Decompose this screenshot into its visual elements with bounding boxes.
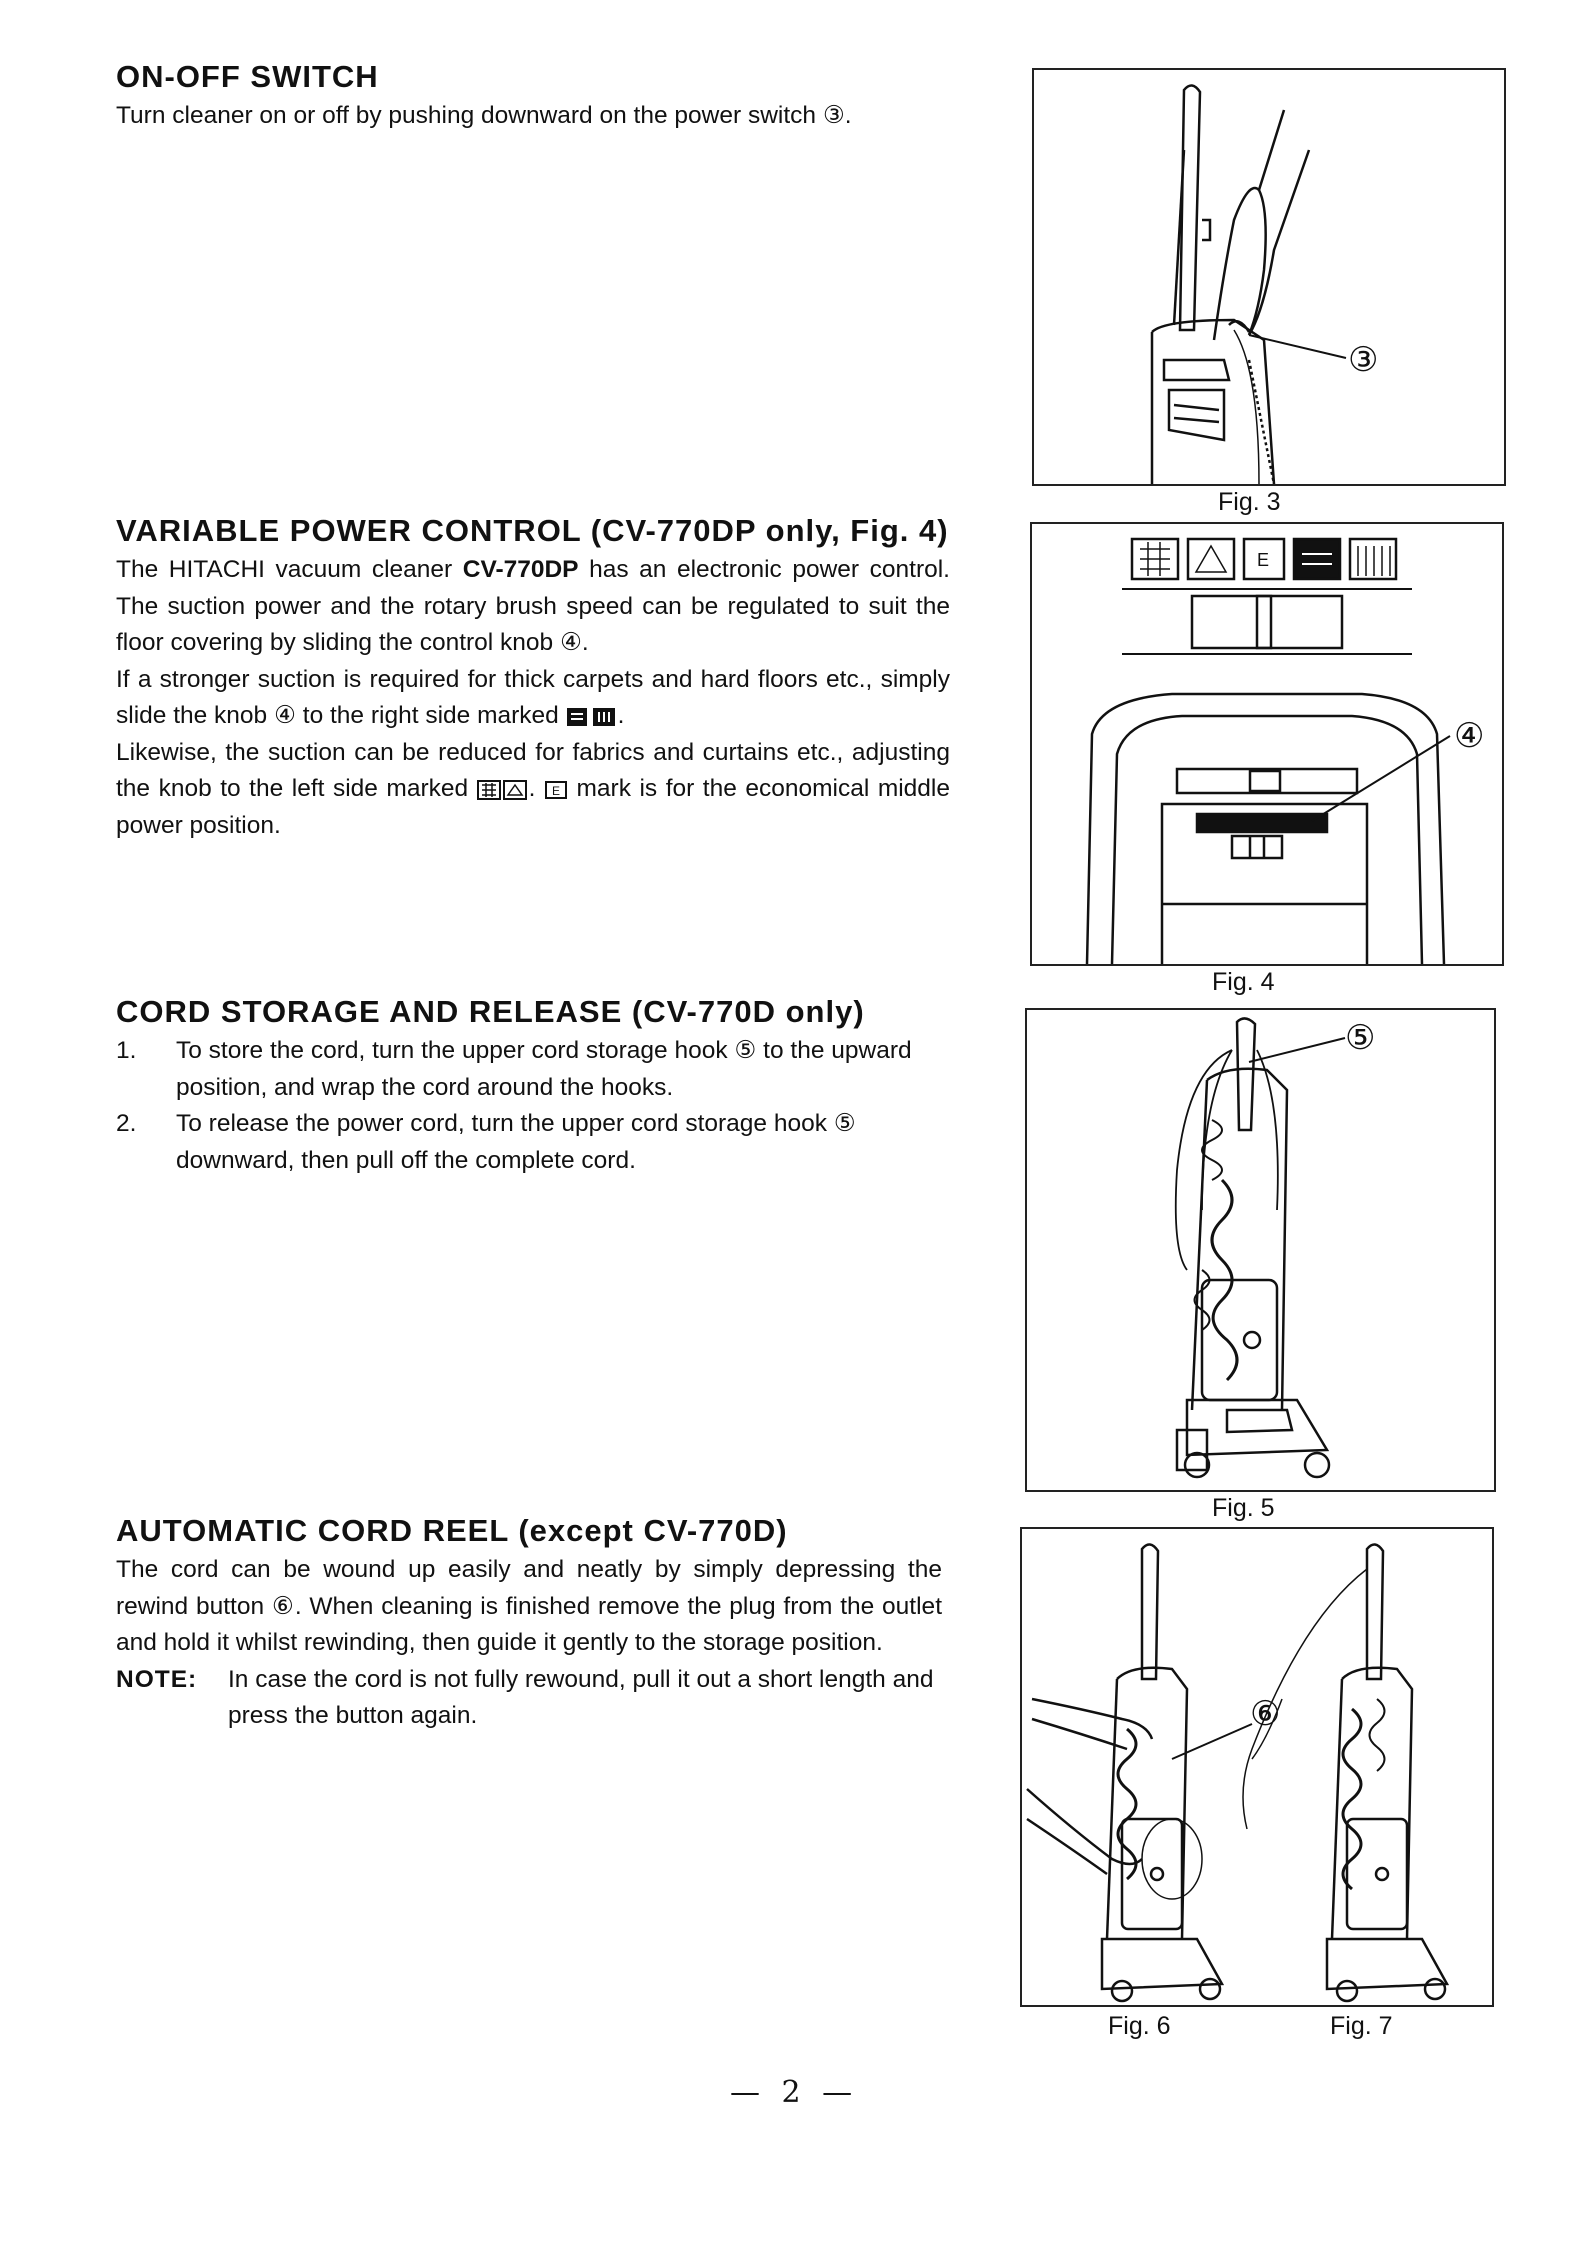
section-cord-storage <box>116 993 952 1179</box>
figure-7-caption: Fig. 7 <box>1330 2012 1393 2040</box>
figure-6-7-illustration <box>1020 1527 1494 2007</box>
svg-text:E: E <box>1257 550 1270 570</box>
figure-4-caption: Fig. 4 <box>1212 968 1275 996</box>
list-item: 1. To store the cord, turn the upper cord storage hook ⑤ to the upward position, and wrap the cord around the hooks. <box>116 1037 912 1101</box>
high-power-symbols-icon <box>566 706 618 728</box>
on-off-text: Turn cleaner on or off by pushing downward on the power switch ③. <box>116 102 852 129</box>
variable-power-para-1: The HITACHI vacuum cleaner CV-770DP has an electronic power control. The suction power and the rotary brush speed can be regulated to suit the floor covering by sliding the control knob ④. <box>116 556 950 656</box>
section-variable-power <box>116 512 950 844</box>
section-on-off-switch <box>116 58 956 135</box>
auto-cord-text: The cord can be wound up easily and neatly by simply depressing the rewind button ⑥. When cleaning is finished remove the plug from the outlet and hold it whilst rewinding, then guide it gently to the storage position. <box>116 1556 942 1656</box>
economy-mark-icon <box>544 779 568 801</box>
note-text: In case the cord is not fully rewound, pull it out a short length and press the button again. <box>228 1665 934 1729</box>
figure-5-illustration <box>1025 1008 1496 1492</box>
section-auto-cord-reel <box>116 1512 942 1735</box>
low-power-symbols-icon <box>477 779 529 801</box>
heading-on-off-switch: ON-OFF SWITCH <box>116 59 379 94</box>
variable-power-para-2: If a stronger suction is required for thick carpets and hard floors etc., simply slide the knob ④ to the right side marked . <box>116 665 950 729</box>
svg-text:E: E <box>551 783 560 798</box>
variable-power-para-3: Likewise, the suction can be reduced for fabrics and curtains etc., adjusting the knob to the left side marked . E mark is for the economical middle power position. <box>116 738 950 839</box>
figure-3-illustration <box>1032 68 1506 486</box>
callout-6: ⑥ <box>1250 1695 1281 1733</box>
heading-auto-cord-reel: AUTOMATIC CORD REEL (except CV-770D) <box>116 1513 788 1548</box>
callout-5: ⑤ <box>1345 1019 1376 1057</box>
heading-cord-storage: CORD STORAGE AND RELEASE (CV-770D only) <box>116 994 865 1029</box>
figure-3-caption: Fig. 3 <box>1218 488 1281 516</box>
heading-variable-power: VARIABLE POWER CONTROL (CV-770DP only, Fig. 4) <box>116 513 949 548</box>
figure-6-caption: Fig. 6 <box>1108 2012 1171 2040</box>
list-item: 2. To release the power cord, turn the upper cord storage hook ⑤ downward, then pull off the complete cord. <box>116 1110 856 1174</box>
note <box>116 1662 942 1735</box>
note-label: NOTE: <box>116 1665 198 1693</box>
page-number: — 2 — <box>730 2075 859 2110</box>
figure-4-illustration <box>1030 522 1504 966</box>
figure-5-caption: Fig. 5 <box>1212 1494 1275 1522</box>
callout-3: ③ <box>1348 341 1379 379</box>
callout-4: ④ <box>1454 717 1485 755</box>
model-name: CV-770DP <box>462 556 579 583</box>
